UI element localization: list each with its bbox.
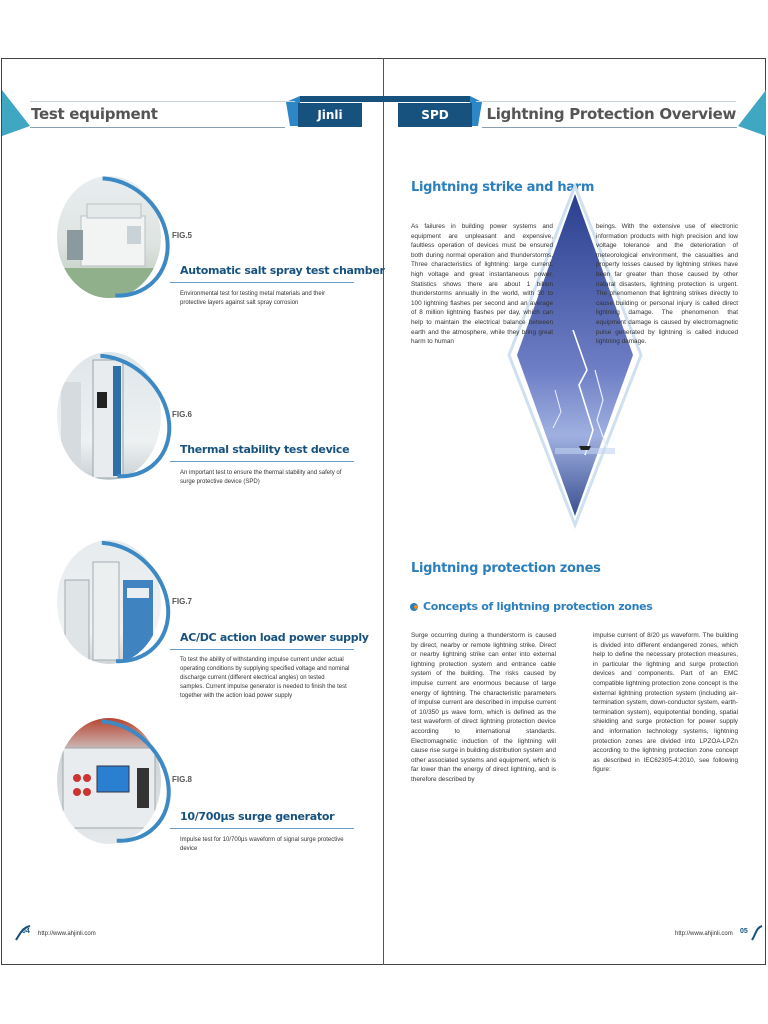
right-page-number: 05 [740,928,748,935]
right-page-title: Lightning Protection Overview [486,105,736,123]
fig-6-tag: FIG.6 [172,410,193,419]
right-footer-url[interactable]: http://www.ahjinli.com [675,931,733,937]
footer-swoosh-icon-right [742,924,766,942]
fig-5-title: Automatic salt spray test chamber [180,264,385,277]
header-rule-left [30,127,285,128]
fig-5-rule [170,282,354,283]
header-rule-right [482,127,737,128]
protection-zones-text-col-1: Surge occurring during a thunderstorm is caused by direct, nearby or remote lightning strike. Direct or nearby lightning strike can enter into external lightning protection system and entrance cable system of the building. The risks caused by impulse current are enormous because of large energy of lightning. The characteristic parameters of impulse current are described in impulse current of 10/350 μs wave form, which is defined as the test waveform of direct lightning protection device according to international standards. Electromagnetic induction of the lightning will cause rise surge in building distribution system and other associated systems and equipment, which is far lower than the energy of direct lightning, and is therefore described by [411,632,556,783]
fig-8-description: Impulse test for 10/700μs waveform of signal surge protective device [180,837,344,852]
protection-zones-heading: Lightning protection zones [411,561,601,576]
page-fold [383,58,384,965]
fig-5-description: Environmental test for testing metal materials and their protective layers against salt spray corrosion [180,291,326,306]
header-rule-left-top [30,101,295,102]
fig-8-title: 10/700μs surge generator [180,810,335,823]
lightning-strike-text-col-2: beings. With the extensive use of electronic information products with high precision and low voltage tolerance and the deterioration of meteorological environment, the casualties and property losses caused by lightning strikes have been far greater than those caused by other natural disasters, lightning protection is urgent. The phenomenon that lightning strikes directly to cause building or personal injury is called direct lightning damage. The phenomenon that equipment damage is caused by electromagnetic pulse generated by lightning is called induced lightning damage. [596,223,738,346]
specialist-tag: SPD Specialist [398,103,472,127]
fig-7-description: To test the ability of withstanding impulse current under actual operating conditions by supplying specified voltage and nominal discharge current (different electrical angles) on tested samples. Current impulse generator is needed to finish the test together with the action load power supply [180,657,350,699]
protection-zones-subheading: Concepts of lightning protection zones [423,600,653,613]
protection-zones-text-col-2: impulse current of 8/20 μs waveform. The building is divided into different endangered zones, which help to define the necessary protection measures, in particular the lightning and surge protection devices and components. Part of an EMC compatible lightning protection zone concept is the external lightning protection system (including air-termination system, down-conductor system, earth-termination system), equipotential bonding, spatial shielding and surge protection for power supply and information technology systems, lightning protection zones are divided into LPZOA-LPZn according to the lightning protection zone concept as described in IEC62305-4:2010, see following figure: [593,632,738,774]
fig-7-title: AC/DC action load power supply [180,631,369,644]
header-rule-right-top [476,101,736,102]
left-page-number: 04 [22,928,30,935]
fig-8-tag: FIG.8 [172,775,193,784]
subheading-bullet-icon [410,603,418,611]
fig-6-rule [170,461,354,462]
brand-tag: Jinli Electric [298,103,362,127]
fig-6-title: Thermal stability test device [180,443,350,456]
lightning-strike-text-col-1: As failures in building power systems and equipment are unpleasant and expensive, faultless operation of devices must be ensured both during normal operation and thunderstorms. Three characteristics of lightning: large current, high voltage and great instantaneous power. Statistics shows there are about 1 billion thunderstorms annually in the world, with 30 to 100 lightning flashes per second and an average of 8 million lightning flashes per day, which can help to maintain the electrical balance between earth and the atmosphere, while they bring great harm to human [411,223,553,346]
fig-8-rule [170,828,354,829]
left-page-title: Test equipment [31,105,158,123]
fig-7-rule [170,649,354,650]
fig-5-tag: FIG.5 [172,231,193,240]
fig-7-tag: FIG.7 [172,597,193,606]
lightning-strike-heading: Lightning strike and harm [411,180,595,195]
left-footer-url[interactable]: http://www.ahjinli.com [38,931,96,937]
fig-6-description: An important test to ensure the thermal stability and safety of surge protective device (SPD) [180,470,342,485]
